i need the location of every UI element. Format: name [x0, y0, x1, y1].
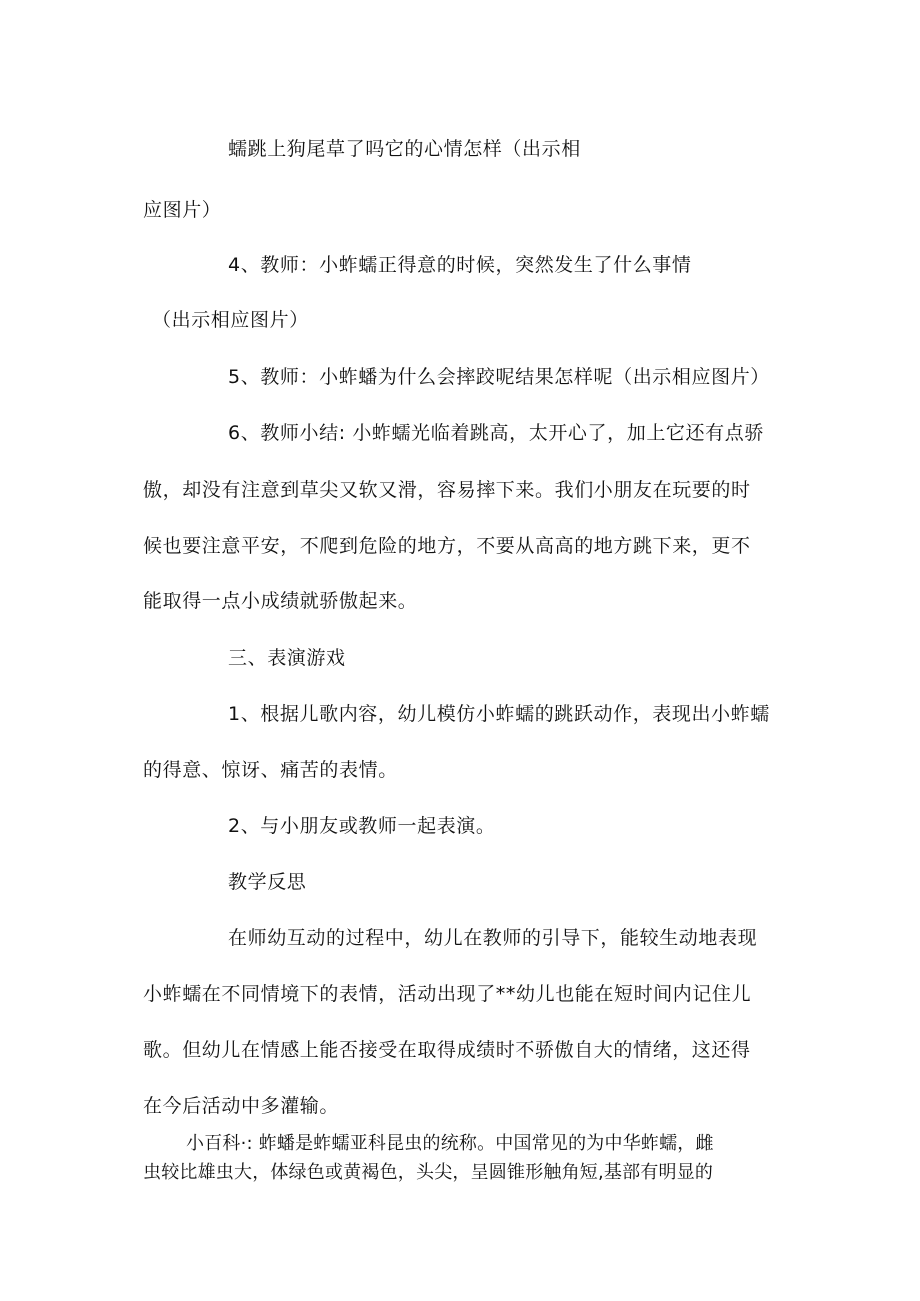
section-heading: 三、表演游戏 — [228, 647, 346, 669]
paragraph-line: 候也要注意平安，不爬到危险的地方，不要从高高的地方跳下来，更不 — [143, 535, 751, 557]
paragraph-line: 1、根据儿歌内容，幼儿模仿小蚱蠕的跳跃动作，表现出小蚱蠕 — [228, 703, 770, 725]
paragraph-line: 2、与小朋友或教师一起表演。 — [228, 815, 496, 837]
encyclopedia-line: 小百科·: 蚱蟠是蚱蠕亚科昆虫的统称。中国常见的为中华蚱蠕，雌 — [186, 1133, 714, 1154]
paragraph-line: 蠕跳上狗尾草了吗它的心情怎样（出示相 — [228, 138, 581, 160]
paragraph-line: 在今后活动中多灌输。 — [143, 1095, 340, 1117]
encyclopedia-line: 虫较比雄虫大，体绿色或黄褐色，头尖，呈圆锥形触角短,基部有明显的 — [143, 1162, 714, 1183]
paragraph-line: 能取得一点小成绩就骄傲起来。 — [143, 590, 418, 612]
paragraph-line: 小蚱蠕在不同情境下的表情，活动出现了**幼儿也能在短时间内记住儿 — [143, 983, 752, 1005]
paragraph-line: 在师幼互动的过程中，幼儿在教师的引导下，能较生动地表现 — [228, 927, 758, 949]
section-heading: 教学反思 — [228, 871, 307, 893]
paragraph-line: 的得意、惊讶、痛苦的表情。 — [143, 759, 398, 781]
paragraph-line: （出示相应图片） — [152, 309, 309, 331]
paragraph-line: 应图片） — [143, 199, 222, 221]
paragraph-line: 5、教师：小蚱蟠为什么会摔跤呢结果怎样呢（出示相应图片） — [228, 366, 770, 388]
paragraph-line: 歌。但幼儿在情感上能否接受在取得成绩时不骄傲自大的情绪，这还得 — [143, 1039, 751, 1061]
paragraph-line: 4、教师：小蚱蠕正得意的时候，突然发生了什么事情 — [228, 254, 692, 276]
paragraph-line: 傲，却没有注意到草尖又软又滑，容易摔下来。我们小朋友在玩要的时 — [143, 479, 751, 501]
paragraph-line: 6、教师小结: 小蚱蠕光临着跳高，太开心了，加上它还有点骄 — [228, 422, 764, 444]
